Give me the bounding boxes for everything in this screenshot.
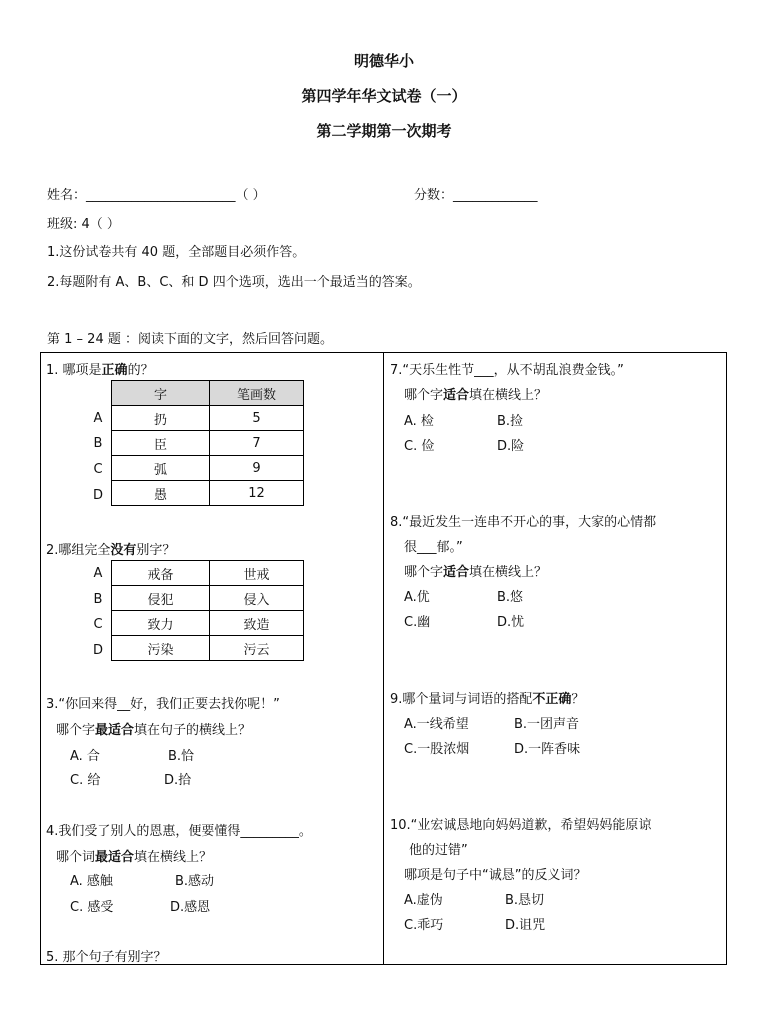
q8-option-d: D.忧 [497,615,525,630]
q4-option-c: C. 感受 [70,900,114,915]
q2-label-b: B [93,592,103,607]
q9-option-a: A.一线希望 [404,717,469,732]
q2-word1-b: 侵犯 [112,586,210,611]
q1-char-d: 愚 [112,481,210,506]
q1-label-a: A [93,411,103,426]
q2-word1-a: 戒备 [112,561,210,586]
q8-ask: 哪个字适合填在横线上？ [404,565,548,580]
q7-option-d: D.险 [497,439,525,454]
q1-strokes-a: 5 [210,406,304,431]
q8-stem-line1: 8.“最近发生一连串不开心的事，大家的心情都 [390,515,657,530]
exam-title: 第四学年华文试卷（一） [301,87,467,105]
school-name: 明德华小 [353,52,414,70]
q2-label-c: C [93,617,103,632]
q3-option-b: B.恰 [168,749,195,764]
q3-option-c: C. 给 [70,773,101,788]
q3-ask: 哪个字最适合填在句子的横线上？ [56,723,252,738]
table-row [112,636,304,661]
q8-option-a: A.优 [404,590,430,605]
name-field-line: 姓名：_______________________（ ） [47,188,266,203]
table-row [112,481,304,506]
q10-option-c: C.乖巧 [404,918,444,933]
instruction-2: 2.每题附有 A、B、C、和 D 四个选项，选出一个最适当的答案。 [47,275,421,290]
q7-option-b: B.捡 [497,414,524,429]
q1-header-strokes: 笔画数 [210,381,304,406]
table-row [112,456,304,481]
q10-ask: 哪项是句子中“诚恳”的反义词？ [404,868,587,883]
q2-label-d: D [92,643,103,658]
q1-label-c: C [93,462,103,477]
q10-option-a: A.虚伪 [404,893,443,908]
q1-strokes-c: 9 [210,456,304,481]
q4-ask: 哪个词最适合填在横线上？ [56,850,213,865]
q10-stem-line2: 他的过错” [409,843,468,858]
q10-option-d: D.诅咒 [505,918,546,933]
q3-stem: 3.“你回来得__好，我们正要去找你呢！” [46,697,280,712]
q1-header-row [112,381,304,406]
q8-option-c: C.幽 [404,615,431,630]
q4-option-b: B.感动 [175,874,215,889]
q9-option-b: B.一团声音 [514,717,580,732]
q2-table [111,560,304,661]
q2-word2-c: 致造 [210,611,304,636]
table-row [112,406,304,431]
q2-word2-d: 污云 [210,636,304,661]
q7-ask: 哪个字适合填在横线上？ [404,388,548,403]
q9-stem: 9.哪个量词与词语的搭配不正确？ [390,692,585,707]
q2-label-a: A [93,566,103,581]
table-row [112,586,304,611]
q7-option-c: C. 俭 [404,439,435,454]
q4-stem: 4.我们受了别人的恩惠，便要懂得_________。 [46,824,312,839]
q2-word1-c: 致力 [112,611,210,636]
score-field-line: 分数：_____________ [414,188,538,203]
q10-option-b: B.恳切 [505,893,545,908]
table-row [112,561,304,586]
q4-option-a: A. 感触 [70,874,113,889]
q4-option-d: D.感恩 [170,900,211,915]
q10-stem-line1: 10.“业宏诚恳地向妈妈道歉，希望妈妈能原谅 [390,818,652,833]
q1-char-a: 扔 [112,406,210,431]
q8-stem-line2: 很___郁。” [404,540,463,555]
q9-option-d: D.一阵香味 [514,742,581,757]
q1-label-b: B [93,436,103,451]
q2-word2-b: 侵入 [210,586,304,611]
q1-header-char: 字 [112,381,210,406]
q3-option-a: A. 合 [70,749,100,764]
q8-option-b: B.悠 [497,590,524,605]
q1-char-b: 臣 [112,431,210,456]
section-instruction: 第 1 – 24 题 ：阅读下面的文字，然后回答问题。 [47,332,333,347]
q1-char-c: 弧 [112,456,210,481]
q2-word2-a: 世戒 [210,561,304,586]
column-divider [383,352,384,965]
q7-option-a: A. 检 [404,414,434,429]
table-row [112,611,304,636]
q7-stem: 7.“天乐生性节___，从不胡乱浪费金钱。” [390,363,624,378]
term-title: 第二学期第一次期考 [316,122,452,140]
q2-stem: 2.哪组完全没有别字？ [46,543,176,558]
q1-strokes-b: 7 [210,431,304,456]
class-field-line: 班级: 4（ ） [47,217,120,232]
q1-table [111,380,304,506]
q2-word1-d: 污染 [112,636,210,661]
table-row [112,431,304,456]
q1-stem: 1. 哪项是正确的？ [46,363,154,378]
q1-label-d: D [92,488,103,503]
q3-option-d: D.拾 [164,773,192,788]
q9-option-c: C.一股浓烟 [404,742,470,757]
instruction-1: 1.这份试卷共有 40 题，全部题目必须作答。 [47,245,306,260]
q5-stem: 5. 那个句子有别字？ [46,950,167,965]
q1-strokes-d: 12 [210,481,304,506]
